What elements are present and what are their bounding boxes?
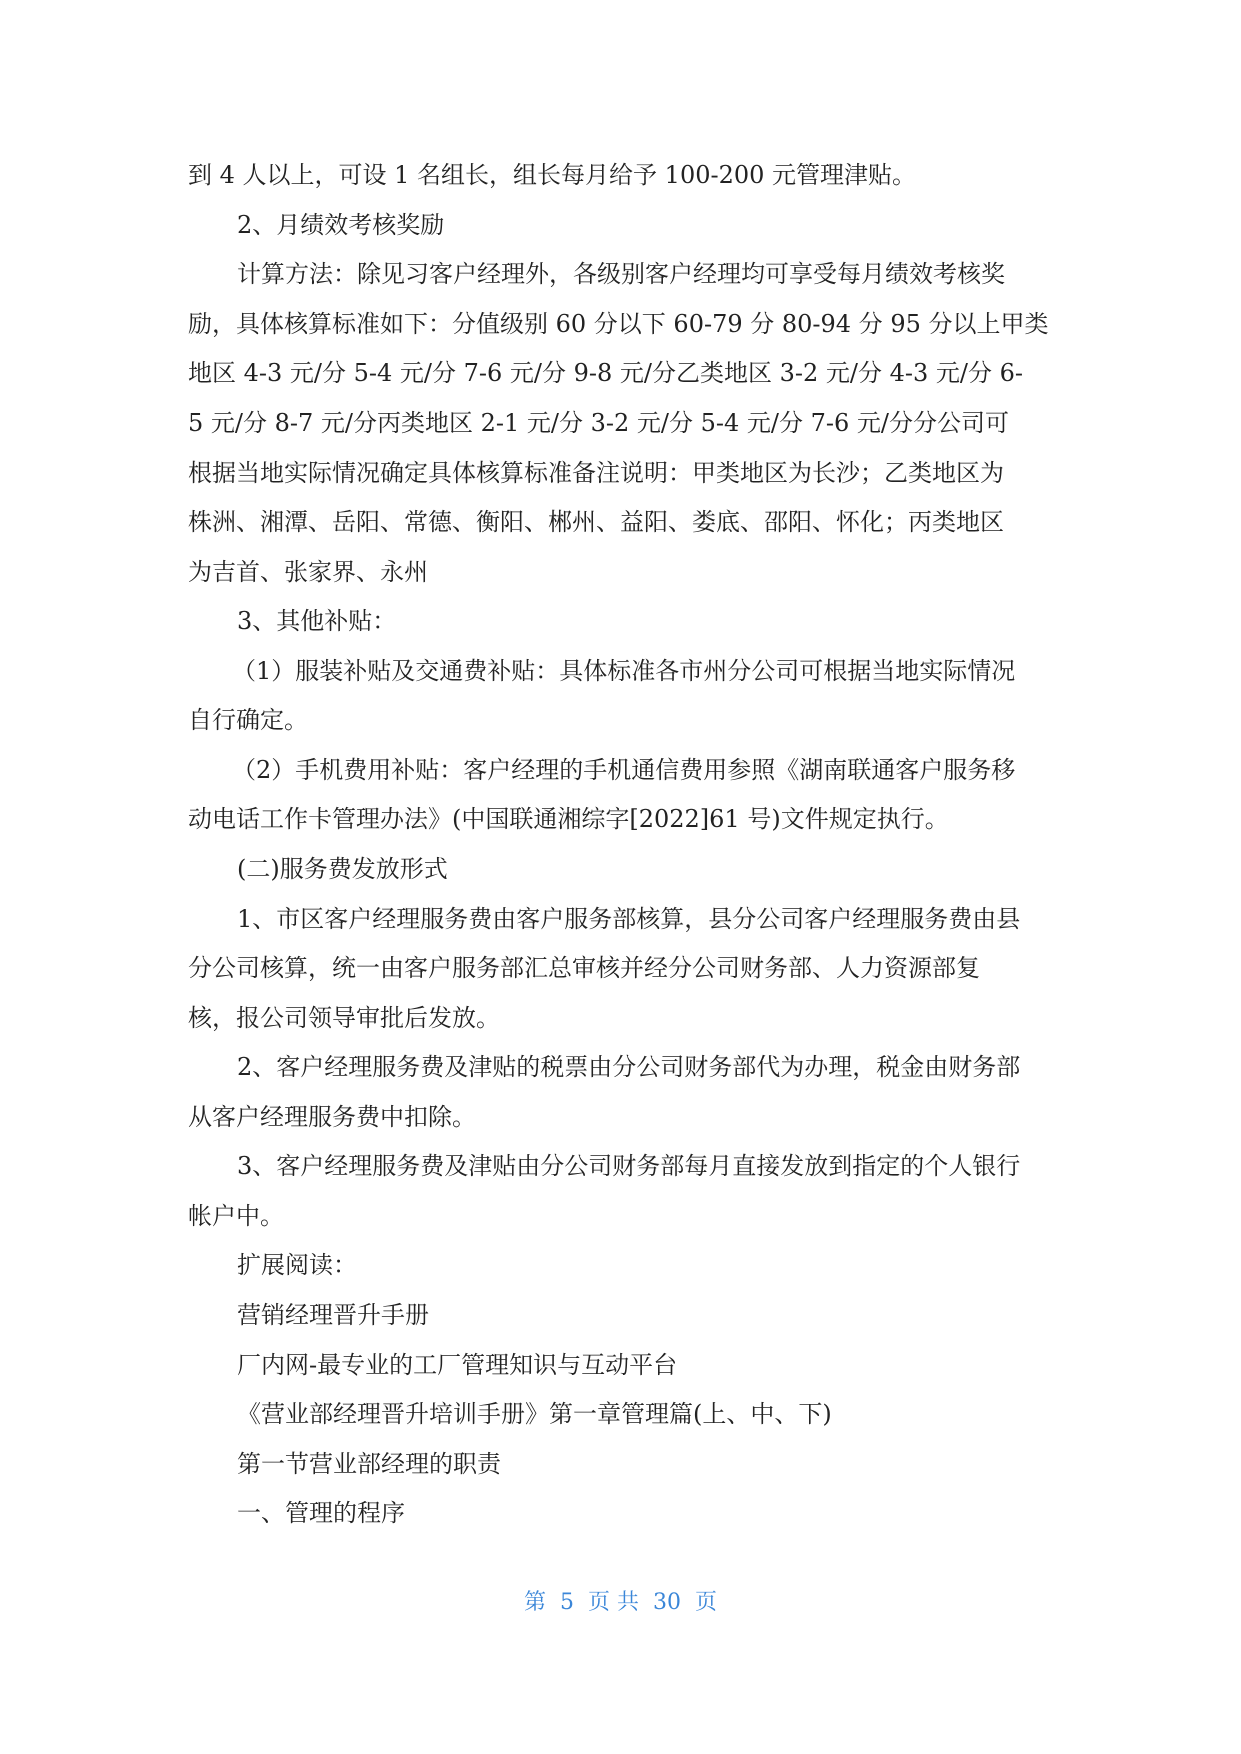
text-line: 核，报公司领导审批后发放。 xyxy=(188,1004,500,1032)
page-number-footer: 第 5 页 共 30 页 xyxy=(524,1590,717,1615)
text-line: 帐户中。 xyxy=(188,1202,284,1230)
text-line: 5 元/分 8-7 元/分丙类地区 2-1 元/分 3-2 元/分 5-4 元/分 7-6 元/分分公司可 xyxy=(188,409,1009,437)
text-line: 《营业部经理晋升培训手册》第一章管理篇(上、中、下) xyxy=(237,1400,832,1428)
text-line: 一、管理的程序 xyxy=(237,1499,405,1527)
text-line: 动电话工作卡管理办法》(中国联通湘综字[2022]61 号)文件规定执行。 xyxy=(188,805,949,833)
text-line: (二)服务费发放形式 xyxy=(237,855,448,883)
text-line: 2、月绩效考核奖励 xyxy=(237,211,445,239)
text-line: 到 4 人以上，可设 1 名组长，组长每月给予 100-200 元管理津贴。 xyxy=(188,161,917,189)
text-line: （1）服装补贴及交通费补贴：具体标准各市州分公司可根据当地实际情况 xyxy=(232,657,1016,685)
text-line: 励，具体核算标准如下：分值级别 60 分以下 60-79 分 80-94 分 95 分以上甲类 xyxy=(188,310,1049,338)
text-line: 1、市区客户经理服务费由客户服务部核算，县分公司客户经理服务费由县 xyxy=(237,905,1021,933)
text-line: 地区 4-3 元/分 5-4 元/分 7-6 元/分 9-8 元/分乙类地区 3-2 元/分 4-3 元/分 6- xyxy=(188,359,1023,387)
text-line: 第一节营业部经理的职责 xyxy=(237,1450,501,1478)
text-line: 3、客户经理服务费及津贴由分公司财务部每月直接发放到指定的个人银行 xyxy=(237,1152,1021,1180)
text-line: 从客户经理服务费中扣除。 xyxy=(188,1103,476,1131)
text-line: 为吉首、张家界、永州 xyxy=(188,558,428,586)
text-line: 计算方法：除见习客户经理外，各级别客户经理均可享受每月绩效考核奖 xyxy=(237,260,1005,288)
text-line: 营销经理晋升手册 xyxy=(237,1301,429,1329)
text-line: 扩展阅读： xyxy=(237,1251,357,1279)
text-line: 自行确定。 xyxy=(188,706,308,734)
text-line: （2）手机费用补贴：客户经理的手机通信费用参照《湖南联通客户服务移 xyxy=(232,756,1016,784)
text-line: 株洲、湘潭、岳阳、常德、衡阳、郴州、益阳、娄底、邵阳、怀化；丙类地区 xyxy=(188,508,1004,536)
text-line: 2、客户经理服务费及津贴的税票由分公司财务部代为办理，税金由财务部 xyxy=(237,1053,1021,1081)
text-line: 厂内网-最专业的工厂管理知识与互动平台 xyxy=(237,1351,678,1379)
text-line: 3、其他补贴： xyxy=(237,607,397,635)
text-line: 分公司核算，统一由客户服务部汇总审核并经分公司财务部、人力资源部复 xyxy=(188,954,980,982)
text-line: 根据当地实际情况确定具体核算标准备注说明：甲类地区为长沙；乙类地区为 xyxy=(188,459,1004,487)
